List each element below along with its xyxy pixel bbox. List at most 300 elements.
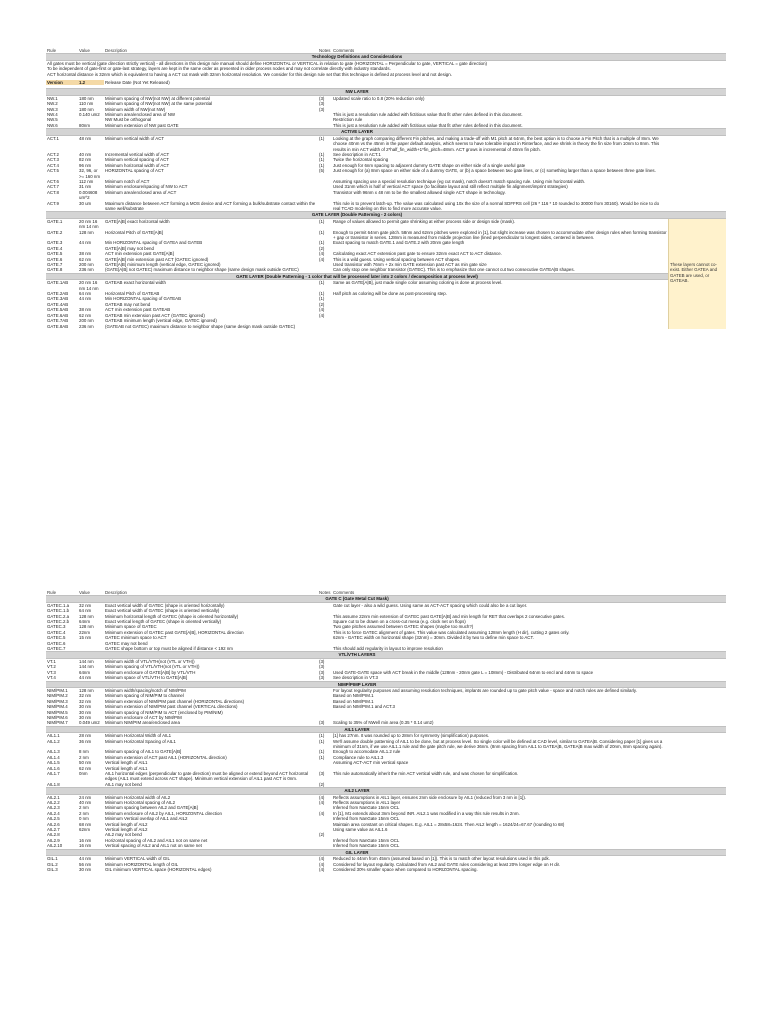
- rule-description: Exact vertical width of GATEC (shape is oriented horizontally): [105, 602, 225, 608]
- rule-id: ACT.3: [47, 157, 59, 163]
- rule-description: Minimum area/enclosed area of ACT: [105, 189, 177, 195]
- rule-row: [46, 136, 726, 152]
- rule-comment: Using same value as AIL1.6: [333, 827, 388, 833]
- rule-id: AIL1.6: [47, 765, 60, 771]
- rule-comment: This is a wild guess. Using vertical spacing between ACT shapes.: [333, 256, 461, 262]
- rule-value: 30 nm: [79, 866, 92, 872]
- rule-id: AIL2.6: [47, 821, 60, 827]
- rule-description: Minimum space of GATEC: [105, 624, 157, 630]
- rule-comment: Exact spacing to match GATE.1 and GATE.2 with 20nm gate length: [333, 240, 465, 246]
- rule-comment: Enough to permit 64nm gate pitch. 58nm and 62nm pitches were explored in [1], but slight increase was chosen to accommodate other design rules when forming transistor + gap or transistor in series. 128nm is measured from middle projection line (lined perpendicular to longest sides, centered in between.: [333, 229, 667, 240]
- rule-description: Minimum extension of GATEC past GATE[A|B], HORIZONTAL direction: [105, 629, 244, 635]
- rule-comment: Range of values allowed to permit gate shrinking at either process side or design side (mask).: [333, 218, 516, 224]
- rule-note: (4): [319, 856, 325, 862]
- rule-description: Minimum width of VTL/VTH(not (VTL or VTH)): [105, 658, 195, 664]
- rule-id: AIL2.1: [47, 794, 60, 800]
- rule-note: (4): [319, 794, 325, 800]
- rule-note: (1): [319, 157, 325, 163]
- rule-id: GATE.3AB: [47, 296, 69, 302]
- rule-description: Minimum Horizontal spacing of AIL2: [105, 800, 176, 806]
- rule-id: GATE.1AB: [47, 280, 69, 286]
- rule-value: 200 nm: [79, 262, 94, 268]
- rule-comment: Scaling to 35% of NWell min area (0.35 * 0.14 um2): [333, 720, 434, 726]
- rule-id: AIL2.8: [47, 832, 60, 838]
- rule-description: GATEC minimum space to ACT: [105, 635, 167, 641]
- rule-description: GATEAB minimum length (vertical edge, GATEC ignored): [105, 318, 217, 324]
- rule-comment: This rule is to prevent latch-up. The value was calculated using 10x the size of a normal SDFFRS cell (26 * 116 * 10 rounded to 30000 from 30160). Would be nice to do real TCAD modeling on this to find more accurate value.: [333, 200, 660, 211]
- rule-comment: Square cut to be drawn on a cross-cut mesa (e.g. clock net on flops): [333, 619, 466, 625]
- rule-note: (4): [319, 800, 325, 806]
- rule-note: (1): [319, 749, 325, 755]
- tech-line: ACT horizontal distance is 32nm which is equivalent to having a ACT cut mask with 32nm horizontal resolution. We consider for this design rule set that this technique is defined at process level and not design.: [47, 71, 452, 77]
- rule-note: (1): [319, 280, 325, 286]
- rule-id: ACT.7: [47, 184, 59, 190]
- rule-value: 32 nm: [79, 602, 92, 608]
- section-title: GATE LAYER (Double Patterning - 1 color that will be processed later into 2 colors / decomposition at process level): [46, 273, 726, 280]
- rule-description: Minimum enclosure of ACT by NIM/PIM: [105, 714, 182, 720]
- rule-value: 32 nm: [79, 693, 92, 699]
- rule-description: (GATE[A|B] not GATEC) maximum distance to neighbor shape (same design mask outside GATEC): [105, 267, 299, 273]
- rule-comment: Maintain area constant on critical shapes. E.g. AIL1 = 28x58=1624. Then AIL2 length = 1624/24=67.67 (rounding to 68): [333, 821, 565, 827]
- rule-description: Minimum extension of NIM/PIM past channel (VERTICAL directions): [105, 704, 238, 710]
- rule-description: Minimum enclosure/spacing of NW to ACT: [105, 184, 188, 190]
- rule-value: 2 nm: [79, 805, 89, 811]
- rule-comment: Reflects assumptions in AIL1 layer, ensures 2nm side enclosure by AIL1 (reduced from 3 nm in [1]).: [333, 794, 527, 800]
- rule-comment: [332, 324, 668, 329]
- rule-id: VT.1: [47, 658, 56, 664]
- rule-description: GIL minimum VERTICAL space (HORIZONTAL edges): [105, 866, 212, 872]
- rule-value: 24 nm: [79, 794, 92, 800]
- rule-id: NIM/PIM.7: [47, 720, 68, 726]
- rule-comment: [332, 782, 668, 787]
- rule-value: 80nm: [79, 122, 90, 128]
- rule-value: 62nm: [79, 827, 90, 833]
- rule-note: (1): [319, 754, 325, 760]
- rule-id: GATEC.1.a: [47, 602, 70, 608]
- sections-page-2: [46, 595, 726, 872]
- section-title: AIL1 LAYER: [46, 726, 726, 733]
- rule-value: 44 nm: [79, 675, 92, 681]
- rule-value: 20 nm 16 nm 14 nm: [79, 218, 99, 230]
- rule-comment: Inferred from NanGate 15nm OCL: [333, 843, 400, 849]
- rule-id: GATE.7: [47, 262, 63, 268]
- rule-description: HORIZONTAL spacing of ACT: [105, 168, 164, 174]
- rule-value: 38 nm: [79, 307, 92, 313]
- rule-id: VT.2: [47, 664, 56, 670]
- header-value: Value: [79, 590, 90, 595]
- rule-comment: This is just a resolution rule added with fictitious value that fit other rules defined in this document.: [333, 112, 523, 118]
- rule-description: Minimum enclosure of AIL2 by AIL1, HORIZONTAL direction: [105, 810, 222, 816]
- rule-description: Vertical length of AIL1: [105, 760, 148, 766]
- rule-id: VT.4: [47, 675, 56, 681]
- rule-id: GATEC.4: [47, 629, 66, 635]
- rule-note: (3): [319, 669, 325, 675]
- rule-comment: Inferred from NanGate 15nm OCL: [333, 816, 400, 822]
- version-value: 1.2: [78, 80, 104, 85]
- rule-id: GATE.4: [47, 245, 63, 251]
- rule-note: (1): [319, 240, 325, 246]
- rule-comment: Half pitch as coloring will be done as post-processing step.: [333, 291, 447, 297]
- rule-comment: In [1], M1 extends about 3nm beyond INR. AIL2.1 was modified in a way this rule results in 2nm.: [333, 810, 520, 816]
- rule-description: GATE[A|B] exact horizontal width: [105, 218, 170, 224]
- rule-id: GATE.2AB: [47, 291, 69, 297]
- rule-description: Minimum Horizontal Spacing of AIL1: [105, 738, 176, 744]
- rule-comment: Used 31nm which is half of vertical ACT space (to facilitate layout and still reflect multiple fin alignment/imprint strategies): [333, 184, 568, 190]
- rule-value: 44 nm: [79, 296, 92, 302]
- rule-id: GATE.4AB: [47, 301, 69, 307]
- rule-value: 62 nm: [79, 256, 92, 262]
- rule-description: Exact vertical width of GATEC (shape is oriented vertically): [105, 608, 220, 614]
- rule-description: Minimum vertical width of ACT: [105, 135, 165, 141]
- rule-value: 0.004608 um^2: [79, 189, 98, 201]
- rule-row: [46, 230, 726, 241]
- rule-value: [78, 782, 104, 787]
- rule-comment: Used GATE-GATE space with ACT break in the middle (128nm - 20nm gate L = 108nm) - Distributed 64nm to encl and 44nm to space: [333, 669, 594, 675]
- rule-comment: [1] has 27nm. It was rounded up to 28nm for symmetry (simplification) purposes.: [333, 733, 490, 739]
- rule-description: Minimum Vertical overlap of AIL1 and AIL2: [105, 816, 188, 822]
- rule-row: [46, 782, 726, 787]
- table-header: [46, 590, 726, 595]
- rule-id: GATE.5AB: [47, 307, 69, 313]
- rule-note: [318, 123, 332, 128]
- rule-note: (2): [319, 832, 325, 838]
- rule-id: AIL1.3: [47, 749, 60, 755]
- version-text: Release Date (Not Yet Released): [105, 80, 170, 86]
- rule-note: (4): [319, 861, 325, 867]
- rule-value: 0.049 um2: [79, 720, 100, 726]
- rule-value: 22nm: [79, 629, 90, 635]
- rule-value: 62 nm: [79, 765, 92, 771]
- rule-value: 16 nm: [79, 837, 92, 843]
- rule-note: [318, 843, 332, 848]
- rule-note: (1): [319, 733, 325, 739]
- rule-note: (1): [319, 218, 325, 224]
- rule-comment: Transistor with 96nm x 48 nm to be the smallest allowed single ACT shape in technology.: [333, 189, 506, 195]
- rule-description: Minimum area/enclosed area of NW: [105, 112, 176, 118]
- rule-row: [46, 771, 726, 782]
- rule-description: Minimum VERTICAL width of GIL: [105, 856, 170, 862]
- rule-value: 32, 96, or >= 160 nm: [79, 168, 100, 179]
- rule-description: ACT min extension past GATEAB: [105, 307, 171, 313]
- rule-id: GATE.2: [47, 229, 63, 235]
- rule-note: (1): [319, 738, 325, 744]
- rule-description: AIL1 may not bend: [105, 781, 142, 787]
- rule-id: GATE.6: [47, 256, 63, 262]
- rule-note: (2): [319, 781, 325, 787]
- rule-description: Minimum horizontal length of GATEC (shape is oriented horizontally): [105, 613, 239, 619]
- rule-description: Horizontal spacing of AIL2 and AIL1 not on same net: [105, 837, 208, 843]
- rule-comment: This rule automatically inherit the min ACT vertical width rule, and was chosen for simplification.: [333, 771, 519, 776]
- rule-comment: Updated scale ratio to 0.8 (20% reduction only): [333, 95, 425, 101]
- rules-table-page-2: [46, 590, 726, 872]
- header-rule: Rule: [47, 48, 57, 53]
- rule-description: Minimum vertical spacing of ACT: [105, 157, 169, 163]
- rule-value: 15 nm: [79, 635, 92, 641]
- rule-description: (GATEAB not GATEC) maximum distance to neighbor shape (same design mask outside GATEC): [105, 323, 296, 329]
- rule-description: Maximum distance between ACT forming a MOS device and ACT forming a bulk/substrate contact within the same well/substrate: [105, 200, 316, 211]
- rule-id: AIL1.4: [47, 754, 60, 760]
- rule-note: (3): [319, 95, 325, 101]
- rule-id: AIL2.9: [47, 837, 60, 843]
- rule-note: (3): [319, 106, 325, 112]
- rule-row: [46, 646, 726, 651]
- rule-description: Minimum HORIZONTAL length of GIL: [105, 861, 179, 867]
- rule-description: NW Must be orthogonal: [105, 117, 152, 123]
- rule-value: 64nm: [79, 619, 90, 625]
- rule-id: GATE.8: [47, 267, 63, 273]
- rule-row: [46, 201, 726, 212]
- rule-note: (4): [319, 312, 325, 318]
- rule-value: 38 nm: [79, 251, 92, 257]
- rule-description: Minimum extension of ACT past AIL1 (HORIZONTAL direction): [105, 754, 227, 760]
- rule-description: Minimum spacing of NW(not NW) at the same potential: [105, 101, 213, 107]
- header-rule: Rule: [47, 590, 57, 595]
- rule-note: (5): [319, 168, 325, 174]
- rule-comment: Based on NIM/PIM.1: [333, 693, 374, 699]
- table-header: [46, 48, 726, 53]
- rule-comment: 62nm - GATEC width on horizontal shape (32nm) = 30nm. Divided it by two to define min space to ACT.: [333, 635, 534, 641]
- rule-id: GATEC.3: [47, 624, 66, 630]
- rule-note: (1): [319, 151, 325, 157]
- rule-description: Minimum width of NW(not NW): [105, 106, 166, 112]
- rule-description: Min HORIZONTAL spacing of GATEAB: [105, 296, 182, 302]
- rule-value: 50 nm: [79, 760, 92, 766]
- rule-id: AIL1.2: [47, 738, 60, 744]
- rule-value: 28 nm: [79, 733, 92, 739]
- rule-description: AIL2 may not bend: [105, 832, 142, 838]
- rule-value: 40 nm: [79, 800, 92, 806]
- rule-description: Minimum horizontal width of ACT: [105, 162, 170, 168]
- rule-value: 144 nm: [79, 658, 94, 664]
- rule-description: Vertical length of AIL2: [105, 827, 148, 833]
- rule-id: NW.5: [47, 117, 58, 123]
- rule-description: Exact vertical length of GATEC (shape is oriented vertically): [105, 619, 222, 625]
- rule-value: 0 nm: [79, 816, 89, 822]
- rule-row: [46, 843, 726, 848]
- section-title: NW LAYER: [46, 88, 726, 95]
- rule-comment: Assuming spacing use a special resolution technique (eg cut mask), notch doesn't match spacing rule. Using min horizontal width.: [333, 178, 586, 184]
- rule-value: 32 nm: [79, 698, 92, 704]
- section-title: GIL LAYER: [46, 849, 726, 856]
- rule-id: AIL2.3: [47, 805, 60, 811]
- rule-description: Minimum NIM/PIM area/enclosed area: [105, 720, 180, 726]
- rule-value: 40 nm: [79, 151, 92, 157]
- rule-value: 200 nm: [79, 318, 94, 324]
- rule-id: GATE.5: [47, 251, 63, 257]
- rule-comment: For layout regularity purposes and assuming resolution techniques, implants are rounded up to gate pitch value - space and notch rules are defined similarly.: [333, 687, 638, 693]
- rule-id: GATEC.7: [47, 646, 66, 652]
- rule-description: Minimum Horizontal width of AIL2: [105, 794, 171, 800]
- rule-note: (1): [319, 229, 325, 235]
- rule-description: GATE[A|B] may not bend: [105, 245, 154, 251]
- rule-note: (1): [319, 291, 325, 297]
- rule-description: GATE[A|B] minimum length (vertical edge, GATEC ignored): [105, 262, 221, 268]
- rule-comment: Just enough for (a) 8nm space on either side of a dummy GATE, or (b) a space between two gate lines, or (c) something larger than a space between three gate lines.: [333, 168, 656, 174]
- rule-row: [46, 867, 726, 872]
- rule-id: NIM/PIM.5: [47, 709, 68, 715]
- rule-comment: Just enough for 6nm spacing to adjacent dummy GATE shape on either side of a single useful gate: [333, 162, 526, 168]
- rule-note: (2): [319, 245, 325, 251]
- rule-note: (3): [319, 101, 325, 107]
- rule-value: 64nm: [79, 669, 90, 675]
- rule-description: Vertical spacing of AIL2 and AIL1 not on same net: [105, 843, 202, 849]
- rule-id: AIL2.10: [47, 843, 63, 849]
- rule-note: (4): [319, 251, 325, 257]
- rule-description: Minimum enclosure of GATE[A|B] by VTL/VTH: [105, 669, 196, 675]
- rule-id: GIL.1: [47, 856, 58, 862]
- rule-note: [318, 646, 332, 651]
- rule-description: Minimum spacing of NIM/PIM to channel: [105, 693, 184, 699]
- rule-value: 30 nm: [79, 714, 92, 720]
- rule-description: GATE[A|B] min extension past ACT (GATEC ignored): [105, 256, 209, 262]
- rule-id: GATEC.6: [47, 640, 66, 646]
- rule-row: [46, 739, 726, 750]
- rule-comment: Same as GATE[A|B], just made single color assuming coloring is done at process level.: [333, 280, 503, 286]
- rule-row: [46, 675, 726, 680]
- rule-id: GATE.1: [47, 218, 63, 224]
- rule-comment: Reduced to 44nm from 45nm (assumed based on [1]). This is to match other layout resolutions used in this pdk.: [333, 856, 550, 862]
- rule-description: Minimum spacing of VTL/VTH(not (VTL or VTH)): [105, 664, 200, 670]
- rule-value: 180 nm: [79, 106, 94, 112]
- rule-value: 144 nm: [79, 664, 94, 670]
- rule-id: NIM/PIM.3: [47, 698, 68, 704]
- rule-id: AIL1.1: [47, 733, 60, 739]
- rule-value: 2 nm: [79, 754, 89, 760]
- header-comments: Comments: [333, 590, 355, 595]
- rule-comment: Used transistor with 76nm + 2x min GATE extension past ACT as min gate size: [333, 262, 487, 268]
- rule-value: 96 nm: [79, 162, 92, 168]
- rule-id: NIM/PIM.4: [47, 704, 68, 710]
- rule-id: GATE.8AB: [47, 323, 69, 329]
- rule-comment: Assuming ACT-ACT min vertical space: [333, 760, 409, 766]
- rule-note: (4): [319, 810, 325, 816]
- rule-description: Vertical length of AIL2: [105, 821, 148, 827]
- tech-line: To be independent of gate-first or gate-last strategy, layers are kept in the same order as presented in older process nodes and may not correlate directly with industry standards.: [47, 66, 391, 72]
- rule-row: [46, 324, 726, 329]
- rule-id: ACT.2: [47, 151, 59, 157]
- rule-value: 128 nm: [79, 687, 94, 693]
- rule-value: 128 nm: [79, 624, 94, 630]
- rule-id: ACT.6: [47, 178, 59, 184]
- rule-value: 180 nm: [79, 95, 94, 101]
- rule-description: ACT min extension past GATE[A|B]: [105, 251, 174, 257]
- rule-note: [318, 324, 332, 329]
- rule-id: GATE.3: [47, 240, 63, 246]
- rule-comment: Considered for layout regularity. Calculated from AIL2 and GATE rules considering at least 20% longer edge on H dir.: [333, 861, 561, 867]
- rule-value: 44 nm: [79, 856, 92, 862]
- rule-id: VT.3: [47, 669, 56, 675]
- rule-comment: This is to force GATEC alignment of gates. This value was calculated assuming 128nm length (H dir), cutting 2 gates only.: [333, 629, 570, 635]
- rule-description: Minimum space of VTL/VTH to GATE[A|B]: [105, 675, 188, 681]
- rule-note: [318, 190, 332, 201]
- rule-value: 236 nm: [79, 267, 94, 273]
- side-note: These layers cannot co-exist. Either GATEA and GATEB are used, or GATEAB.: [668, 219, 726, 329]
- rule-id: ACT.5: [47, 168, 59, 174]
- rule-value: 2 nm: [79, 810, 89, 816]
- rule-id: GATE.7AB: [47, 318, 69, 324]
- rule-id: GIL.3: [47, 866, 58, 872]
- rule-description: Minimum Horizontal Width of AIL1: [105, 733, 172, 739]
- rule-comment: Can only stop one neighbor transistor (GATEC). This is to emphasize that one cannot cut two consecutive GATEA|B shapes.: [333, 267, 575, 273]
- rule-comment: Inferred from NanGate 15nm OCL: [333, 805, 400, 811]
- rule-comment: This is just a resolution rule added with fictitious value that fit other rules defined in this document.: [333, 122, 523, 128]
- header-notes: Notes: [319, 590, 331, 595]
- rule-id: ACT.4: [47, 162, 59, 168]
- rule-description: Min HORIZONTAL spacing of GATEA and GATEB: [105, 240, 203, 246]
- rule-description: Minimum notch of ACT: [105, 178, 150, 184]
- rule-comment: Enough to accomodate AIL1.2 rule: [333, 749, 401, 755]
- rule-comment: Calculating exact ACT extension past gate to ensure 32nm exact ACT to ACT distance.: [333, 251, 502, 257]
- rule-description: Minimum extension of NW past GATE: [105, 122, 179, 128]
- header-description: Description: [105, 590, 127, 595]
- rule-id: NW.2: [47, 101, 58, 107]
- rule-value: 30 um: [79, 200, 92, 206]
- rule-comment: Looking at the graph comparing different Fin pitches, and making a trade-off with M1 pitch at 64nm, the best option is to choose a Fin Pitch that is a multiple of 8nm. We choose 40nm vs the 45nm in the paper default analysis, which seems to have tolerable impact in Rinterface, and we shrink in theory the fin size from 10nm to 8nm. This results in min ACT width of 2*half_fin_width+1*fin_pitch=48nm. ACT grows in incremental of 40nm fin pitch.: [333, 135, 660, 152]
- rule-description: Horizontal Pitch of GATE[A|B]: [105, 229, 163, 235]
- rule-value: 30 nm: [79, 704, 92, 710]
- rule-value: 110 nm: [79, 101, 94, 107]
- rule-note: [318, 267, 332, 272]
- section-title: AIL2 LAYER: [46, 787, 726, 794]
- rule-note: [318, 201, 332, 212]
- rule-note: (1): [319, 162, 325, 168]
- rule-comment: This assume 22nm min extension of GATEC past GATE[A|B] and min length for RET that overlaps 2 consecutive gates.: [333, 613, 565, 619]
- rule-value: 16 nm: [79, 843, 92, 849]
- section-title-tech: Technology Definitions and Considerations: [46, 53, 726, 60]
- sections-page-1: [46, 88, 726, 328]
- rule-id: AIL1.5: [47, 760, 60, 766]
- rule-comment: Restriction rule: [333, 117, 363, 123]
- rule-value: 48 nm: [79, 135, 92, 141]
- header-comments: Comments: [333, 48, 355, 53]
- rule-note: (4): [319, 866, 325, 872]
- rule-description: GATEC may not bend: [105, 640, 148, 646]
- rule-value: 64 nm: [79, 608, 92, 614]
- rule-row: [46, 168, 726, 179]
- rule-id: AIL1.8: [47, 781, 60, 787]
- rule-note: (2): [319, 301, 325, 307]
- rule-note: (3): [319, 771, 325, 776]
- rule-note: (1): [319, 135, 325, 141]
- rule-value: 56 nm: [79, 861, 92, 867]
- rule-description: Horizontal Pitch of GATEAB: [105, 291, 160, 297]
- rule-value: 44 nm: [79, 240, 92, 246]
- rule-description: Incremental vertical width of ACT: [105, 151, 170, 157]
- rule-comment: We'll assume double patterning of AIL1 to be done, but at process level. So single color will be defined at CAD level, similar to GATEA|B. Considering paper [1] gives us a minimum of 31nm, if we use AIL1.1 rule and the gate pitch rule, we derive 36nm. (8nm spacing from AIL1 to GATEA|B, GATEA|B max width of 20nm, 8nm spacing again).: [333, 738, 663, 749]
- rule-comment: See description in ACT.1: [333, 151, 381, 157]
- rule-value: 30 nm: [79, 709, 92, 715]
- rule-id: NW.3: [47, 106, 58, 112]
- rule-id: AIL2.2: [47, 800, 60, 806]
- rule-value: 112 nm: [79, 178, 94, 184]
- rule-description: GATEAB min extension past ACT (GATEC ignored): [105, 312, 205, 318]
- rule-comment: This should add regularity in layout to improve resolution: [333, 646, 443, 652]
- rule-comment: Considered 30% smaller space when compared to HORIZONTAL spacing.: [333, 866, 478, 872]
- rule-id: GATEC.1.b: [47, 608, 70, 614]
- rule-value: 82 nm: [79, 157, 92, 163]
- rule-comment: Inferred from NanGate 15nm OCL: [333, 837, 400, 843]
- rule-id: ACT.9: [47, 200, 59, 206]
- rule-description: Minimum spacing of NIM/PIM to ACT (enclosed by PIM/NIM): [105, 709, 223, 715]
- rule-comment: Compliance rule to AIL1.3: [333, 754, 384, 760]
- rule-id: AIL2.5: [47, 816, 60, 822]
- rule-value: 31 nm: [79, 184, 92, 190]
- rule-id: NIM/PIM.1: [47, 687, 68, 693]
- rule-note: (1): [319, 296, 325, 302]
- header-notes: Notes: [319, 48, 331, 53]
- rule-id: NW.4: [47, 112, 58, 118]
- rule-id: AIL1.7: [47, 771, 60, 776]
